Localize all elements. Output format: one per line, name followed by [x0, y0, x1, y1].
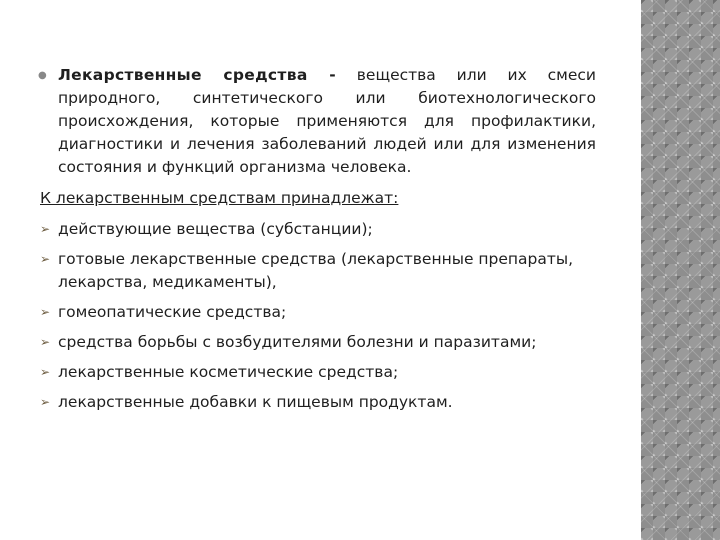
list-item-label: средства борьбы с возбудителями болезни и паразитами; [58, 333, 537, 351]
slide-content [36, 64, 596, 421]
list-item [36, 301, 596, 324]
list-item-label: лекарственные косметические средства; [58, 363, 399, 381]
definition-term: Лекарственные средства - [58, 66, 336, 84]
arrow-bullet-icon: ➢ [40, 365, 51, 379]
list-item-label: действующие вещества (субстанции); [58, 220, 373, 238]
definition-text: вещества или их смеси природного, синтетического или биотехнологического происхождения, которые применяются для профилактики, диагностики и лечения заболеваний людей или для изменения состояния и функций организма человека. [58, 66, 596, 176]
arrow-bullet-icon: ➢ [40, 395, 51, 409]
list-item [36, 361, 596, 384]
arrow-bullet-icon: ➢ [40, 252, 51, 266]
list-item [36, 331, 596, 354]
arrow-bullet-icon: ➢ [40, 222, 51, 236]
list-item [36, 391, 596, 414]
list-item [36, 248, 596, 294]
arrow-bullet-icon: ➢ [40, 335, 51, 349]
list-item-label: готовые лекарственные средства (лекарственные препараты, лекарства, медикаменты), [58, 250, 574, 291]
definition-paragraph [36, 64, 596, 179]
list-item-label: лекарственные добавки к пищевым продуктам. [58, 393, 453, 411]
list-intro: К лекарственным средствам принадлежат: [40, 189, 399, 207]
bullet-dot-icon: ● [38, 70, 47, 81]
medicine-list [36, 218, 596, 414]
arrow-bullet-icon: ➢ [40, 305, 51, 319]
list-item-label: гомеопатические средства; [58, 303, 287, 321]
decorative-side-pattern [641, 0, 720, 540]
list-item [36, 218, 596, 241]
